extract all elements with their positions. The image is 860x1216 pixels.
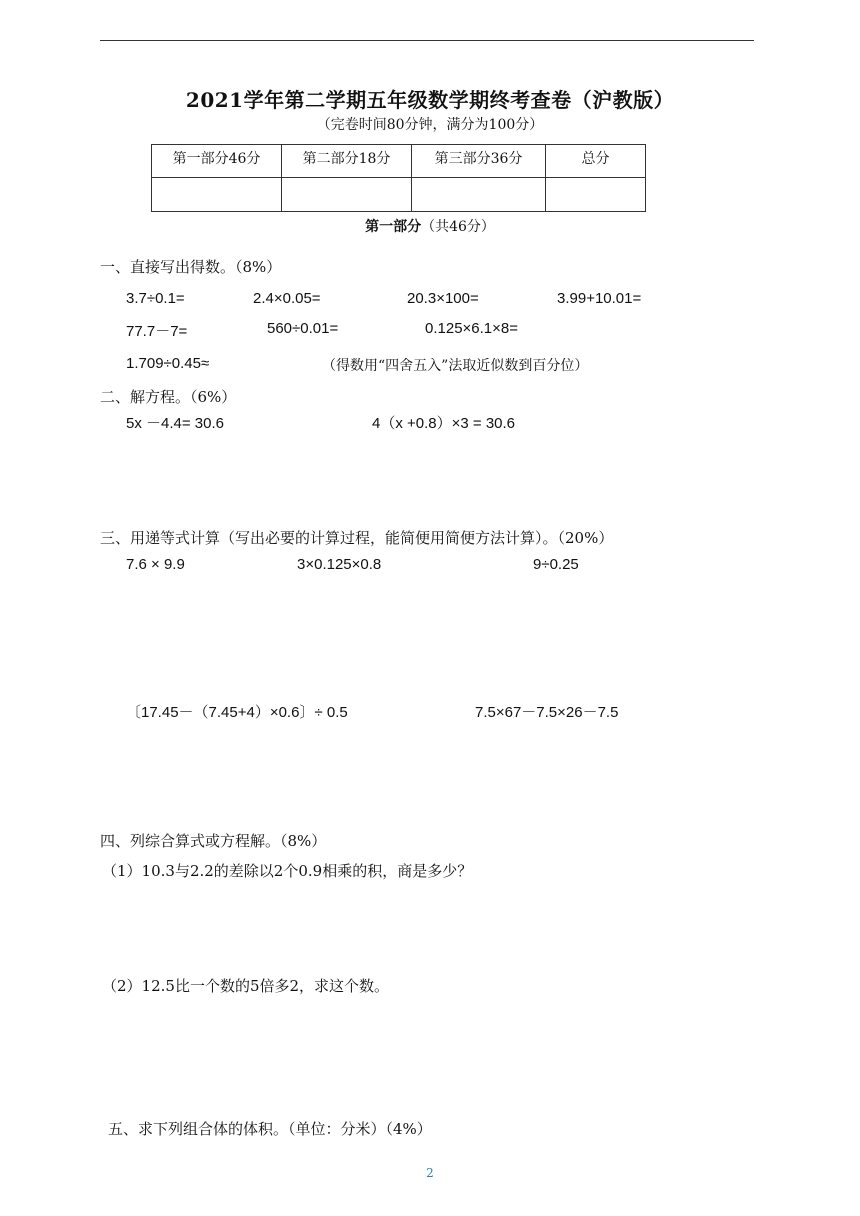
section3-heading: 三、用递等式计算（写出必要的计算过程，能简便用简便方法计算）。（20%） (100, 529, 614, 547)
score-cell-part2[interactable] (282, 178, 412, 212)
s1-item-1: 3.7÷0.1= (126, 290, 185, 307)
score-table-value-row (152, 178, 646, 212)
section4-heading: 四、列综合算式或方程解。（8%） (100, 832, 327, 850)
s1-item-3: 20.3×100= (407, 290, 479, 307)
section5-heading: 五、求下列组合体的体积。（单位：分米）（4%） (108, 1120, 432, 1138)
exam-title: 2021学年第二学期五年级数学期终考查卷（沪教版） (185, 88, 675, 112)
score-table (151, 144, 646, 212)
score-cell-part3[interactable] (412, 178, 546, 212)
score-header-part1: 第一部分46分 (152, 145, 282, 178)
header-rule (100, 40, 754, 41)
s3-item-2: 3×0.125×0.8 (297, 556, 382, 573)
s3-item-4: 〔17.45－（7.45+4）×0.6〕÷ 0.5 (126, 704, 348, 721)
part1-label: 第一部分 (365, 219, 422, 235)
s2-item-2: 4（x +0.8）×3 = 30.6 (372, 415, 516, 432)
exam-subtitle: （完卷时间80分钟，满分为100分） (316, 117, 544, 133)
page-number: 2 (426, 1166, 434, 1180)
score-table-header-row (152, 145, 646, 178)
s1-item-4: 3.99+10.01= (557, 290, 642, 307)
score-header-part2: 第二部分18分 (282, 145, 412, 178)
section2-heading: 二、解方程。（6%） (100, 388, 237, 406)
s3-item-1: 7.6 × 9.9 (126, 556, 185, 573)
s2-item-1: 5x －4.4= 30.6 (126, 415, 224, 432)
s1-item-7: 0.125×6.1×8= (425, 320, 519, 337)
s4-question-2: （2）12.5比一个数的5倍多2，求这个数。 (102, 977, 390, 995)
s1-note: （得数用“四舍五入”法取近似数到百分位） (322, 358, 589, 374)
s1-item-5: 77.7－7= (126, 323, 188, 340)
s1-item-8: 1.709÷0.45≈ (126, 355, 210, 372)
part1-points: （共46分） (421, 219, 495, 235)
s1-item-6: 560÷0.01= (267, 320, 339, 337)
score-cell-part1[interactable] (152, 178, 282, 212)
s4-question-1: （1）10.3与2.2的差除以2个0.9相乘的积，商是多少？ (102, 862, 473, 880)
s3-item-3: 9÷0.25 (533, 556, 579, 573)
s1-item-2: 2.4×0.05= (253, 290, 321, 307)
s3-item-5: 7.5×67－7.5×26－7.5 (475, 704, 619, 721)
score-header-part3: 第三部分36分 (412, 145, 546, 178)
section1-heading: 一、直接写出得数。（8%） (100, 258, 282, 276)
part1-title (0, 216, 860, 236)
score-cell-total[interactable] (546, 178, 646, 212)
score-header-total: 总分 (546, 145, 646, 178)
